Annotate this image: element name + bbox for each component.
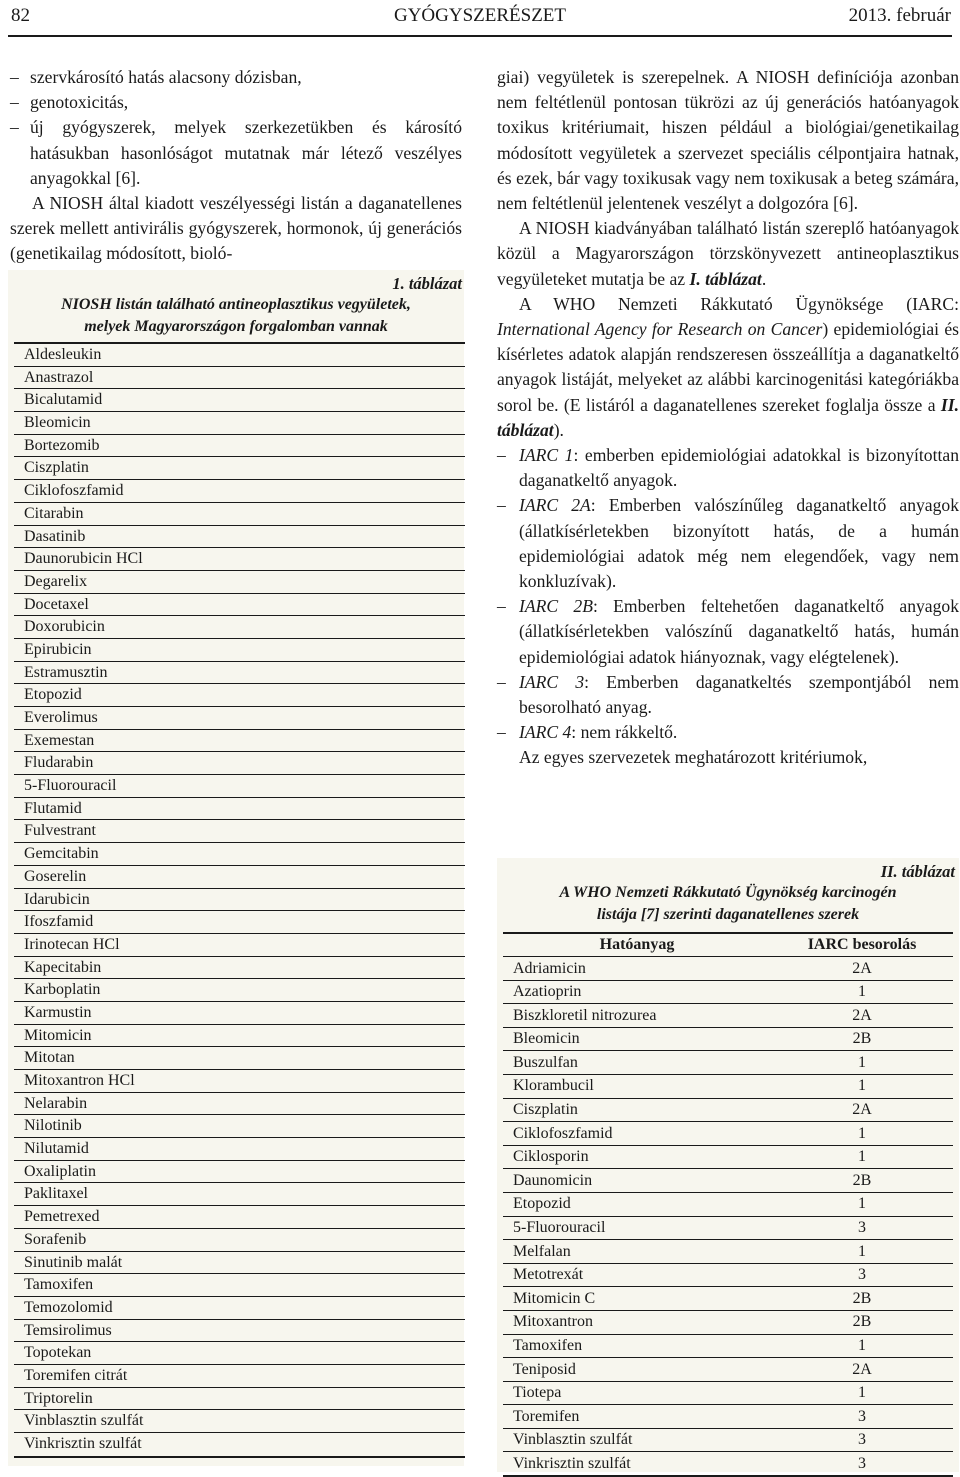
substance-cell: Daunomicin xyxy=(503,1169,771,1193)
iarc-class-cell: 2B xyxy=(771,1027,953,1051)
table-row xyxy=(503,1169,953,1193)
table-row: Pemetrexed xyxy=(14,1206,465,1229)
iarc-label: IARC 1 xyxy=(519,445,574,466)
table-row: Sinutinib malát xyxy=(14,1252,465,1275)
column-header: Hatóanyag xyxy=(503,933,771,957)
body-paragraph: A NIOSH kiadványában található listán szereplő hatóanyagok közül a Magyarországon törzskönyvezett antineoplasztikus vegyületeket mutatja be az I. táblázat. xyxy=(497,218,959,289)
table-1 xyxy=(8,270,464,1466)
table-row xyxy=(503,1334,953,1358)
substance-cell: Buszulfan xyxy=(503,1051,771,1075)
iarc-class-cell: 2B xyxy=(771,1287,953,1311)
body-paragraph: A WHO Nemzeti Rákkutató Ügynöksége (IARC: International Agency for Research on Cancer) epidemiológiai és kísérletes adatok alapján rendszeresen összeállítja a daganatkeltő anyagok listáját, melyeket az alábbi karcinogenitási kategóriákba sorol be. (E listáról a daganatellenes szereket foglalja össze a II. táblázat). xyxy=(497,293,959,440)
table-row xyxy=(503,1004,953,1028)
left-column xyxy=(10,65,462,267)
table-row: Triptorelin xyxy=(14,1388,465,1411)
table-row xyxy=(503,957,953,981)
table-row: Doxorubicin xyxy=(14,616,465,639)
table-2 xyxy=(497,858,959,1472)
iarc-class-cell: 1 xyxy=(771,1381,953,1405)
iarc-class-cell: 3 xyxy=(771,1263,953,1287)
iarc-class-cell: 1 xyxy=(771,1051,953,1075)
page-header xyxy=(0,0,960,40)
table-row: Etopozid xyxy=(14,684,465,707)
table-row: Nelarabin xyxy=(14,1093,465,1116)
substance-cell: Adriamicin xyxy=(503,957,771,981)
table-row: Ciklofoszfamid xyxy=(14,480,465,503)
iarc-class-cell: 1 xyxy=(771,1240,953,1264)
table-header-row xyxy=(503,933,953,957)
table-row: Karmustin xyxy=(14,1002,465,1025)
iarc-class-cell: 1 xyxy=(771,1074,953,1098)
table-row xyxy=(503,1074,953,1098)
substance-cell: Biszkloretil nitrozurea xyxy=(503,1004,771,1028)
table-reference: I. táblázat xyxy=(689,268,762,289)
issue-date: 2013. február xyxy=(848,5,951,26)
substance-cell: 5-Fluorouracil xyxy=(503,1216,771,1240)
table-row: Citarabin xyxy=(14,503,465,526)
table-row: Toremifen citrát xyxy=(14,1365,465,1388)
table-row xyxy=(503,1287,953,1311)
table-row: Bicalutamid xyxy=(14,389,465,412)
right-column xyxy=(497,65,959,771)
table-row xyxy=(503,1192,953,1216)
table-row: Tamoxifen xyxy=(14,1274,465,1297)
table-row: Idarubicin xyxy=(14,889,465,912)
table-row xyxy=(503,1145,953,1169)
substance-cell: Azatioprin xyxy=(503,980,771,1004)
table-row: Mitomicin xyxy=(14,1025,465,1048)
table-reference: II. táblázat xyxy=(497,394,959,440)
table-row xyxy=(503,1051,953,1075)
table-row xyxy=(503,1428,953,1452)
table-row: Everolimus xyxy=(14,707,465,730)
substance-cell: Ciszplatin xyxy=(503,1098,771,1122)
table-row xyxy=(503,1310,953,1334)
table-row: Fludarabin xyxy=(14,752,465,775)
iarc-class-cell: 2B xyxy=(771,1310,953,1334)
iarc-class-cell: 3 xyxy=(771,1428,953,1452)
table-row: Kapecitabin xyxy=(14,957,465,980)
iarc-category-item: – IARC 4: nem rákkeltő. xyxy=(497,722,678,743)
iarc-class-cell: 2A xyxy=(771,1004,953,1028)
iarc-label: IARC 3 xyxy=(519,671,585,692)
substance-cell: Bleomicin xyxy=(503,1027,771,1051)
iarc-category-item: – IARC 2B: Emberben feltehetően daganatkeltő anyagok (állatkísérletekben valószínű daganatkeltő hatás, humán epidemiológiai adatok hiányoznak, vagy elégtelenek). xyxy=(497,596,960,667)
substance-cell: Tamoxifen xyxy=(503,1334,771,1358)
table-row xyxy=(503,1122,953,1146)
body-paragraph: Az egyes szervezetek meghatározott kritériumok, xyxy=(519,747,868,768)
table-row: Vinblasztin szulfát xyxy=(14,1410,465,1433)
iarc-class-cell: 1 xyxy=(771,1145,953,1169)
table-row xyxy=(503,1358,953,1382)
iarc-class-cell: 2A xyxy=(771,1098,953,1122)
table-row: Ciszplatin xyxy=(14,457,465,480)
iarc-class-cell: 3 xyxy=(771,1405,953,1429)
iarc-class-cell: 2A xyxy=(771,1358,953,1382)
body-paragraph: A NIOSH által kiadott veszélyességi listán a daganatellenes szerek mellett antivirális gyógyszerek, hormonok, új generációs (genetikailag módosított, bioló- xyxy=(10,193,462,264)
journal-title: GYÓGYSZERÉSZET xyxy=(393,5,567,26)
table-row: Exemestan xyxy=(14,730,465,753)
table-row: Fulvestrant xyxy=(14,820,465,843)
table-title: A WHO Nemzeti Rákkutató Ügynökség karcinogén listája [7] szerinti daganatellenes szerek xyxy=(559,884,897,923)
table-row xyxy=(503,1098,953,1122)
table-row: Irinotecan HCl xyxy=(14,934,465,957)
table-row: Nilutamid xyxy=(14,1138,465,1161)
table-row xyxy=(503,980,953,1004)
bullet-item: – szervkárosító hatás alacsony dózisban, xyxy=(10,67,302,87)
iarc-list xyxy=(497,443,959,745)
substance-cell: Ciklosporin xyxy=(503,1145,771,1169)
column-header: IARC besorolás xyxy=(771,933,953,957)
substance-cell: Tiotepa xyxy=(503,1381,771,1405)
table-row xyxy=(503,1027,953,1051)
bullet-item: – új gyógyszerek, melyek szerkezetükben és károsító hatásukban hasonlóságot mutatnak már létező veszélyes anyagokkal [6]. xyxy=(10,117,462,188)
table-row: Temozolomid xyxy=(14,1297,465,1320)
iarc-category-item: – IARC 1: emberben epidemiológiai adatokkal is bizonyítottan daganatkeltő anyagok. xyxy=(497,445,959,491)
iarc-class-cell: 1 xyxy=(771,1122,953,1146)
table-row: Aldesleukin xyxy=(14,344,465,367)
iarc-class-cell: 2B xyxy=(771,1169,953,1193)
substance-cell: Klorambucil xyxy=(503,1074,771,1098)
body-paragraph: giai) vegyületek is szerepelnek. A NIOSH definíciója azonban nem feltétlenül pontosan tükrözi az új generációs hatóanyagok toxikus kritériumait, hiszen például a biológiai/genetikailag módosított vegyületek a szervezet speciális célpontjaira hatnak, és ezek, bár vagy toxikusak vagy nem toxikusak a beteg számára, nem feltétlenül jelentenek veszélyt a dolgozóra [6]. xyxy=(497,67,959,214)
substance-cell: Teniposid xyxy=(503,1358,771,1382)
table-row: Vinkrisztin szulfát xyxy=(24,1435,142,1452)
page-number: 82 xyxy=(11,5,30,26)
substance-cell: Mitoxantron xyxy=(503,1310,771,1334)
table-row: Nilotinib xyxy=(14,1115,465,1138)
table-row: Estramusztin xyxy=(14,662,465,685)
table-title: NIOSH listán található antineoplasztikus vegyületek, melyek Magyarországon forgalomban vannak xyxy=(61,296,411,335)
table-row: Sorafenib xyxy=(14,1229,465,1252)
table-row xyxy=(503,1452,953,1476)
table-row: 5-Fluorouracil xyxy=(14,775,465,798)
table-row: Bleomicin xyxy=(14,412,465,435)
table-row: Mitotan xyxy=(14,1047,465,1070)
substance-cell: Etopozid xyxy=(503,1192,771,1216)
table-row: Docetaxel xyxy=(14,594,465,617)
table-body xyxy=(14,342,465,1458)
iarc-class-cell: 1 xyxy=(771,980,953,1004)
table-row xyxy=(503,1405,953,1429)
iarc-class-cell: 1 xyxy=(771,1192,953,1216)
table-row: Anastrazol xyxy=(14,367,465,390)
table-row: Epirubicin xyxy=(14,639,465,662)
iarc-class-cell: 2A xyxy=(771,957,953,981)
substance-cell: Mitomicin C xyxy=(503,1287,771,1311)
table-row: Degarelix xyxy=(14,571,465,594)
table-row: Gemcitabin xyxy=(14,843,465,866)
table-row xyxy=(503,1216,953,1240)
table-row: Mitoxantron HCl xyxy=(14,1070,465,1093)
iarc-label: IARC 4 xyxy=(519,722,572,743)
iarc-class-cell: 1 xyxy=(771,1334,953,1358)
substance-cell: Metotrexát xyxy=(503,1263,771,1287)
table-row: Daunorubicin HCl xyxy=(14,548,465,571)
substance-cell: Vinblasztin szulfát xyxy=(503,1428,771,1452)
table-row: Goserelin xyxy=(14,866,465,889)
iarc-label: IARC 2B xyxy=(519,596,593,617)
iarc-category-item: – IARC 2A: Emberben valószínűleg daganatkeltő anyagok (állatkísérletekben bizonyított hatás, de a humán epidemiológiai adatok még nem elegendőek, vagy nem konkluzívak). xyxy=(497,495,959,592)
bullet-item: – genotoxicitás, xyxy=(10,92,129,113)
table-row: Flutamid xyxy=(14,798,465,821)
substance-cell: Vinkrisztin szulfát xyxy=(503,1452,771,1476)
table-row: Dasatinib xyxy=(14,526,465,549)
table-number: II. táblázat xyxy=(880,862,955,881)
header-rule xyxy=(8,35,952,37)
substance-cell: Melfalan xyxy=(503,1240,771,1264)
table-row: Temsirolimus xyxy=(14,1320,465,1343)
table-grid xyxy=(503,932,953,1477)
iarc-class-cell: 3 xyxy=(771,1452,953,1476)
table-row xyxy=(503,1381,953,1405)
table-body xyxy=(503,957,953,1477)
table-row: Paklitaxel xyxy=(14,1183,465,1206)
substance-cell: Ciklofoszfamid xyxy=(503,1122,771,1146)
table-row: Karboplatin xyxy=(14,979,465,1002)
table-row xyxy=(503,1240,953,1264)
substance-cell: Toremifen xyxy=(503,1405,771,1429)
table-row: Topotekan xyxy=(14,1342,465,1365)
iarc-label: IARC 2A xyxy=(519,495,591,516)
table-row: Oxaliplatin xyxy=(14,1161,465,1184)
table-row xyxy=(503,1263,953,1287)
table-row: Ifoszfamid xyxy=(14,911,465,934)
iarc-class-cell: 3 xyxy=(771,1216,953,1240)
table-row: Bortezomib xyxy=(14,435,465,458)
table-number: 1. táblázat xyxy=(392,274,462,293)
iarc-category-item: – IARC 3: Emberben daganatkeltés szempontjából nem besorolható anyag. xyxy=(497,671,959,718)
